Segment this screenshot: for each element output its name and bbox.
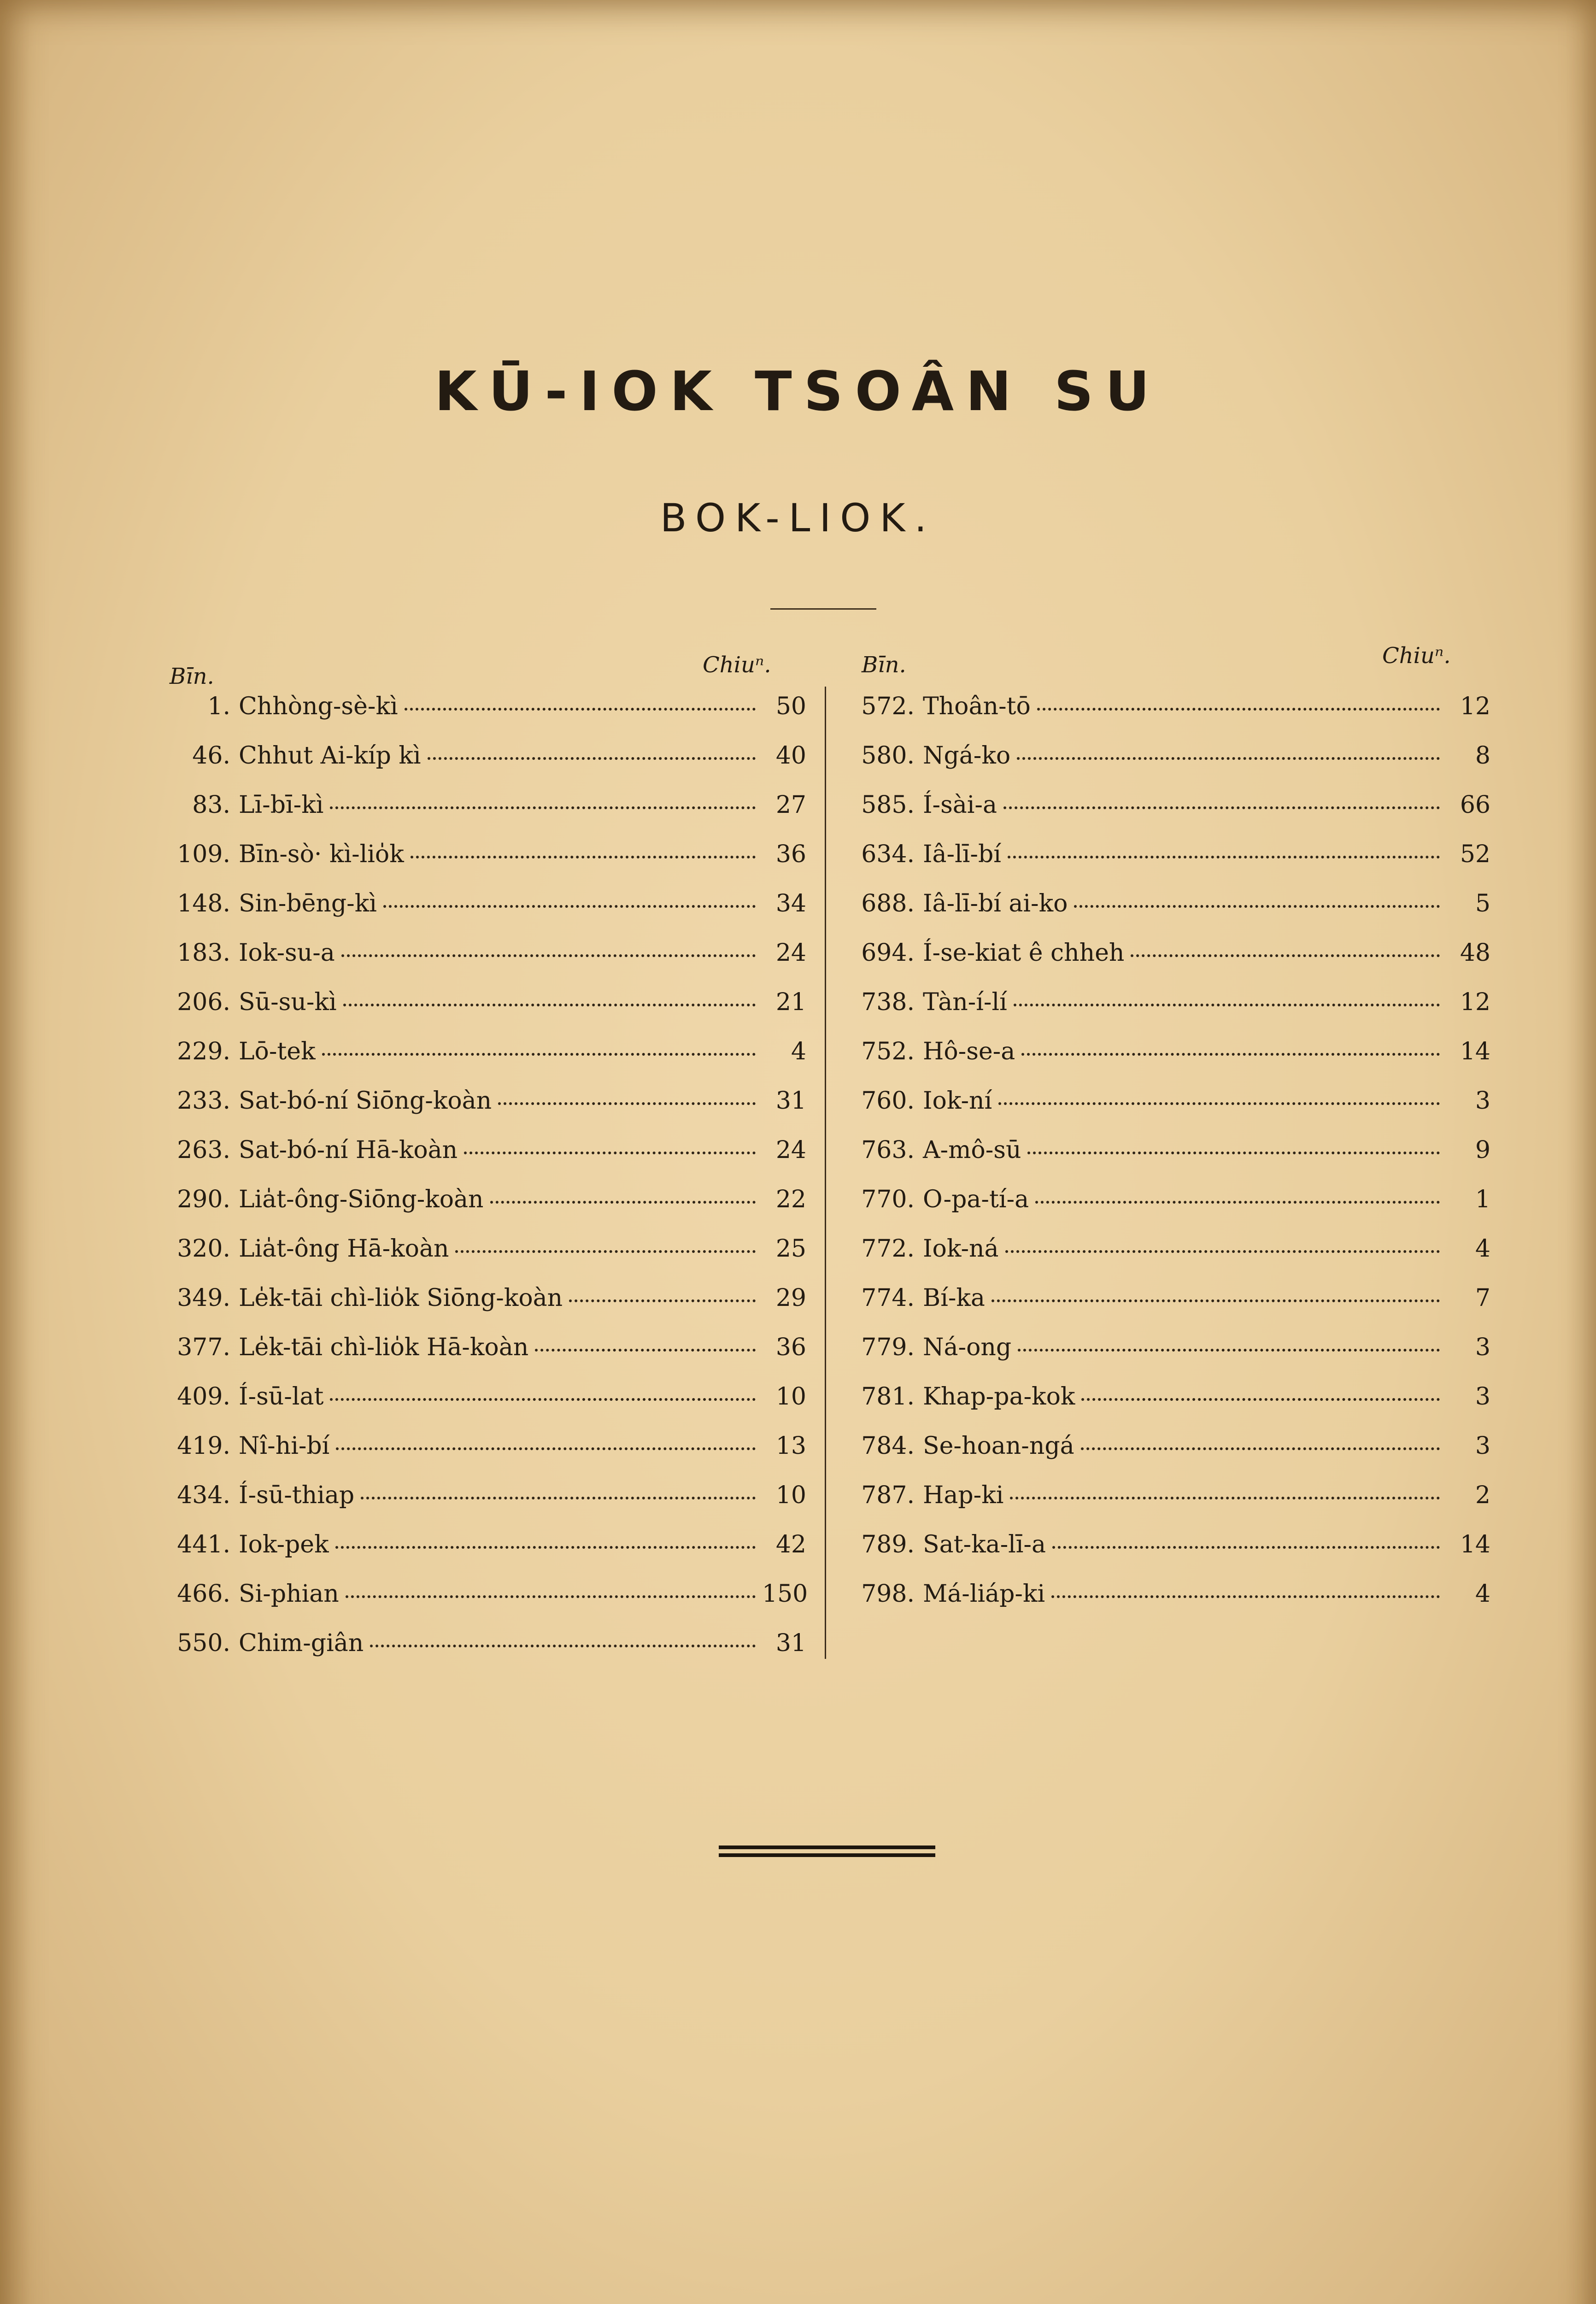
toc-entry — [845, 1224, 1490, 1274]
toc-chapter-count: 29 — [775, 1284, 806, 1312]
toc-leader-dots — [383, 905, 756, 908]
toc-entry — [161, 1372, 806, 1422]
column-divider — [825, 687, 826, 1659]
toc-leader-dots — [998, 1102, 1440, 1105]
toc-page-number: 409. — [177, 1383, 230, 1411]
toc-chapter-count: 3 — [1475, 1432, 1490, 1460]
toc-chapter-count: 31 — [775, 1629, 806, 1657]
toc-page-number: 466. — [177, 1580, 230, 1608]
toc-leader-dots — [1052, 1546, 1440, 1549]
toc-entry — [845, 830, 1490, 879]
toc-entry — [161, 1027, 806, 1076]
left-page-heading: Bīn. — [170, 664, 214, 689]
toc-page-number: 688. — [861, 890, 915, 917]
toc-leader-dots — [1008, 856, 1440, 858]
toc-page-number: 580. — [861, 742, 915, 770]
toc-book-title: Iâ-lī-bí ai-ko — [923, 890, 1068, 917]
toc-right-column — [845, 682, 1490, 1619]
toc-leader-dots — [1027, 1152, 1440, 1154]
toc-book-title: Sin-bēng-kì — [239, 890, 377, 917]
toc-book-title: Le̍k-tāi chì-lio̍k Hā-koàn — [239, 1334, 529, 1361]
toc-chapter-count: 21 — [775, 988, 806, 1016]
toc-leader-dots — [370, 1645, 756, 1647]
toc-book-title: Í-se-kiat ê chheh — [923, 939, 1125, 967]
toc-leader-dots — [428, 757, 756, 760]
toc-chapter-count: 12 — [1460, 988, 1490, 1016]
toc-chapter-count: 34 — [775, 890, 806, 917]
toc-book-title: Thoân-tō — [923, 693, 1031, 720]
toc-chapter-count: 22 — [775, 1186, 806, 1213]
toc-entry — [161, 1175, 806, 1224]
toc-book-title: Sat-bó-ní Siōng-koàn — [239, 1087, 492, 1115]
toc-leader-dots — [1018, 1349, 1440, 1352]
toc-entry — [161, 1569, 806, 1619]
toc-chapter-count: 3 — [1475, 1383, 1490, 1411]
toc-page-number: 760. — [861, 1087, 915, 1115]
toc-page-number: 787. — [861, 1481, 915, 1509]
toc-leader-dots — [1051, 1595, 1440, 1598]
toc-chapter-count: 14 — [1460, 1038, 1490, 1065]
toc-book-title: Le̍k-tāi chì-lio̍k Siōng-koàn — [239, 1284, 563, 1312]
toc-page-number: 774. — [861, 1284, 915, 1312]
toc-book-title: Lō-tek — [239, 1038, 316, 1065]
toc-chapter-count: 4 — [791, 1038, 806, 1065]
toc-page-number: 798. — [861, 1580, 915, 1608]
toc-leader-dots — [1081, 1447, 1440, 1450]
toc-page-number: 585. — [861, 791, 915, 819]
toc-page-number: 183. — [177, 939, 230, 967]
toc-page-number: 46. — [192, 742, 230, 770]
toc-entry — [161, 731, 806, 781]
toc-entry — [845, 1471, 1490, 1520]
toc-book-title: Í-sū-thiap — [239, 1481, 355, 1509]
toc-chapter-count: 66 — [1460, 791, 1490, 819]
toc-book-title: Iok-su-a — [239, 939, 335, 967]
toc-leader-dots — [343, 1004, 756, 1006]
toc-entry — [161, 1471, 806, 1520]
toc-leader-dots — [341, 954, 756, 957]
toc-leader-dots — [1037, 708, 1440, 711]
toc-book-title: Lia̍t-ông Hā-koàn — [239, 1235, 449, 1263]
toc-leader-dots — [361, 1497, 756, 1499]
toc-chapter-count: 3 — [1475, 1334, 1490, 1361]
toc-entry — [161, 1274, 806, 1323]
toc-leader-dots — [1131, 954, 1440, 957]
toc-book-title: Sat-ka-lī-a — [923, 1531, 1046, 1558]
toc-page-number: 441. — [177, 1531, 230, 1558]
toc-leader-dots — [1035, 1201, 1440, 1204]
toc-chapter-count: 25 — [775, 1235, 806, 1263]
toc-chapter-count: 40 — [775, 742, 806, 770]
toc-chapter-count: 4 — [1475, 1580, 1490, 1608]
toc-chapter-count: 27 — [775, 791, 806, 819]
right-chapter-heading: Chiuⁿ. — [1382, 643, 1451, 669]
toc-leader-dots — [1005, 1250, 1440, 1253]
toc-entry — [845, 1126, 1490, 1175]
toc-page-number: 781. — [861, 1383, 915, 1411]
toc-chapter-count: 42 — [775, 1531, 806, 1558]
toc-page-number: 320. — [177, 1235, 230, 1263]
toc-leader-dots — [411, 856, 756, 858]
toc-page-number: 572. — [861, 693, 915, 720]
toc-leader-dots — [330, 806, 756, 809]
toc-chapter-count: 3 — [1475, 1087, 1490, 1115]
toc-leader-dots — [322, 1053, 756, 1056]
toc-entry — [845, 1323, 1490, 1372]
toc-book-title: Si-phian — [239, 1580, 339, 1608]
title-divider — [770, 608, 876, 610]
toc-entry — [845, 978, 1490, 1027]
toc-chapter-count: 48 — [1460, 939, 1490, 967]
toc-entry — [161, 1224, 806, 1274]
toc-book-title: Ná-ong — [923, 1334, 1012, 1361]
toc-book-title: Iâ-lī-bí — [923, 840, 1001, 868]
toc-book-title: Nî-hi-bí — [239, 1432, 330, 1460]
toc-leader-dots — [1074, 905, 1440, 908]
toc-chapter-count: 1 — [1475, 1186, 1490, 1213]
toc-page-number: 779. — [861, 1334, 915, 1361]
toc-left-column — [161, 682, 806, 1668]
toc-page-number: 694. — [861, 939, 915, 967]
toc-entry — [845, 1520, 1490, 1569]
toc-entry — [845, 1569, 1490, 1619]
toc-book-title: Lia̍t-ông-Siōng-koàn — [239, 1186, 484, 1213]
end-double-rule — [719, 1846, 935, 1857]
toc-book-title: Í-sū-lat — [239, 1383, 324, 1411]
toc-page-number: 377. — [177, 1334, 230, 1361]
toc-entry — [161, 1619, 806, 1668]
toc-book-title: Hap-ki — [923, 1481, 1004, 1509]
toc-book-title: A-mô-sū — [923, 1136, 1021, 1164]
toc-leader-dots — [464, 1152, 756, 1154]
toc-page-number: 83. — [192, 791, 230, 819]
toc-page-number: 738. — [861, 988, 915, 1016]
toc-page-number: 148. — [177, 890, 230, 917]
toc-entry — [161, 682, 806, 731]
toc-page-number: 233. — [177, 1087, 230, 1115]
toc-leader-dots — [498, 1102, 756, 1105]
toc-entry — [161, 830, 806, 879]
toc-entry — [845, 1372, 1490, 1422]
toc-leader-dots — [1003, 806, 1440, 809]
toc-book-title: Má-liáp-ki — [923, 1580, 1045, 1608]
toc-leader-dots — [405, 708, 756, 711]
toc-book-title: Sū-su-kì — [239, 988, 337, 1016]
toc-page-number: 550. — [177, 1629, 230, 1657]
toc-book-title: Bīn-sò· kì-lio̍k — [239, 840, 404, 868]
toc-entry — [161, 1422, 806, 1471]
toc-entry — [845, 1076, 1490, 1126]
toc-entry — [161, 1323, 806, 1372]
toc-chapter-count: 31 — [775, 1087, 806, 1115]
toc-page-number: 752. — [861, 1038, 915, 1065]
toc-entry — [161, 1126, 806, 1175]
toc-leader-dots — [535, 1349, 756, 1352]
toc-page-number: 772. — [861, 1235, 915, 1263]
toc-book-title: Iok-pek — [239, 1531, 329, 1558]
toc-leader-dots — [335, 1546, 756, 1549]
toc-page-number: 290. — [177, 1186, 230, 1213]
toc-book-title: Hô-se-a — [923, 1038, 1015, 1065]
toc-chapter-count: 13 — [775, 1432, 806, 1460]
toc-leader-dots — [569, 1299, 756, 1302]
toc-page-number: 1. — [207, 693, 230, 720]
toc-entry — [161, 929, 806, 978]
toc-book-title: Lī-bī-kì — [239, 791, 324, 819]
page-title: KŪ-IOK TSOÂN SU — [434, 359, 1162, 423]
toc-page-number: 634. — [861, 840, 915, 868]
toc-chapter-count: 14 — [1460, 1531, 1490, 1558]
toc-leader-dots — [490, 1201, 756, 1204]
toc-chapter-count: 24 — [775, 1136, 806, 1164]
left-chapter-heading: Chiuⁿ. — [703, 652, 771, 678]
toc-book-title: Bí-ka — [923, 1284, 985, 1312]
toc-entry — [845, 879, 1490, 929]
toc-book-title: Khap-pa-kok — [923, 1383, 1075, 1411]
toc-page-number: 763. — [861, 1136, 915, 1164]
right-page-heading: Bīn. — [862, 652, 906, 678]
toc-book-title: Tàn-í-lí — [923, 988, 1007, 1016]
toc-leader-dots — [1017, 757, 1440, 760]
toc-chapter-count: 10 — [775, 1481, 806, 1509]
toc-book-title: Sat-bó-ní Hā-koàn — [239, 1136, 458, 1164]
toc-entry — [845, 1422, 1490, 1471]
toc-page-number: 419. — [177, 1432, 230, 1460]
toc-chapter-count: 12 — [1460, 693, 1490, 720]
toc-entry — [845, 682, 1490, 731]
toc-book-title: Iok-ná — [923, 1235, 999, 1263]
toc-leader-dots — [1010, 1497, 1440, 1499]
toc-page-number: 206. — [177, 988, 230, 1016]
toc-chapter-count: 4 — [1475, 1235, 1490, 1263]
toc-page-number: 784. — [861, 1432, 915, 1460]
toc-chapter-count: 2 — [1475, 1481, 1490, 1509]
toc-entry — [845, 929, 1490, 978]
toc-page-number: 229. — [177, 1038, 230, 1065]
toc-chapter-count: 9 — [1475, 1136, 1490, 1164]
toc-entry — [845, 1175, 1490, 1224]
toc-chapter-count: 50 — [775, 693, 806, 720]
toc-leader-dots — [1021, 1053, 1440, 1056]
toc-book-title: O-pa-tí-a — [923, 1186, 1029, 1213]
toc-chapter-count: 36 — [775, 840, 806, 868]
toc-chapter-count: 8 — [1475, 742, 1490, 770]
toc-entry — [161, 1520, 806, 1569]
toc-chapter-count: 10 — [775, 1383, 806, 1411]
toc-leader-dots — [330, 1398, 756, 1401]
toc-book-title: Iok-ní — [923, 1087, 992, 1115]
toc-entry — [845, 781, 1490, 830]
toc-entry — [161, 978, 806, 1027]
toc-page-number: 770. — [861, 1186, 915, 1213]
toc-entry — [845, 1027, 1490, 1076]
toc-book-title: Ngá-ko — [923, 742, 1011, 770]
toc-page-number: 789. — [861, 1531, 915, 1558]
toc-entry — [161, 1076, 806, 1126]
toc-chapter-count: 52 — [1460, 840, 1490, 868]
page-subtitle: BOK-LIOK. — [660, 495, 936, 541]
toc-leader-dots — [346, 1595, 756, 1598]
toc-entry — [845, 1274, 1490, 1323]
toc-leader-dots — [992, 1299, 1440, 1302]
toc-entry — [845, 731, 1490, 781]
toc-page-number: 349. — [177, 1284, 230, 1312]
toc-entry — [161, 781, 806, 830]
toc-book-title: Chhòng-sè-kì — [239, 693, 398, 720]
toc-page-number: 434. — [177, 1481, 230, 1509]
toc-chapter-count: 150 — [762, 1580, 808, 1608]
toc-leader-dots — [1014, 1004, 1440, 1006]
toc-page-number: 263. — [177, 1136, 230, 1164]
toc-book-title: Í-sài-a — [923, 791, 998, 819]
toc-leader-dots — [455, 1250, 756, 1253]
toc-book-title: Chhut Ai-kíp kì — [239, 742, 421, 770]
toc-chapter-count: 36 — [775, 1334, 806, 1361]
toc-leader-dots — [1081, 1398, 1440, 1401]
toc-page-number: 109. — [177, 840, 230, 868]
toc-entry — [161, 879, 806, 929]
toc-chapter-count: 7 — [1475, 1284, 1490, 1312]
toc-chapter-count: 5 — [1475, 890, 1490, 917]
toc-book-title: Se-hoan-ngá — [923, 1432, 1074, 1460]
toc-chapter-count: 24 — [775, 939, 806, 967]
toc-book-title: Chim-giân — [239, 1629, 364, 1657]
toc-leader-dots — [336, 1447, 756, 1450]
